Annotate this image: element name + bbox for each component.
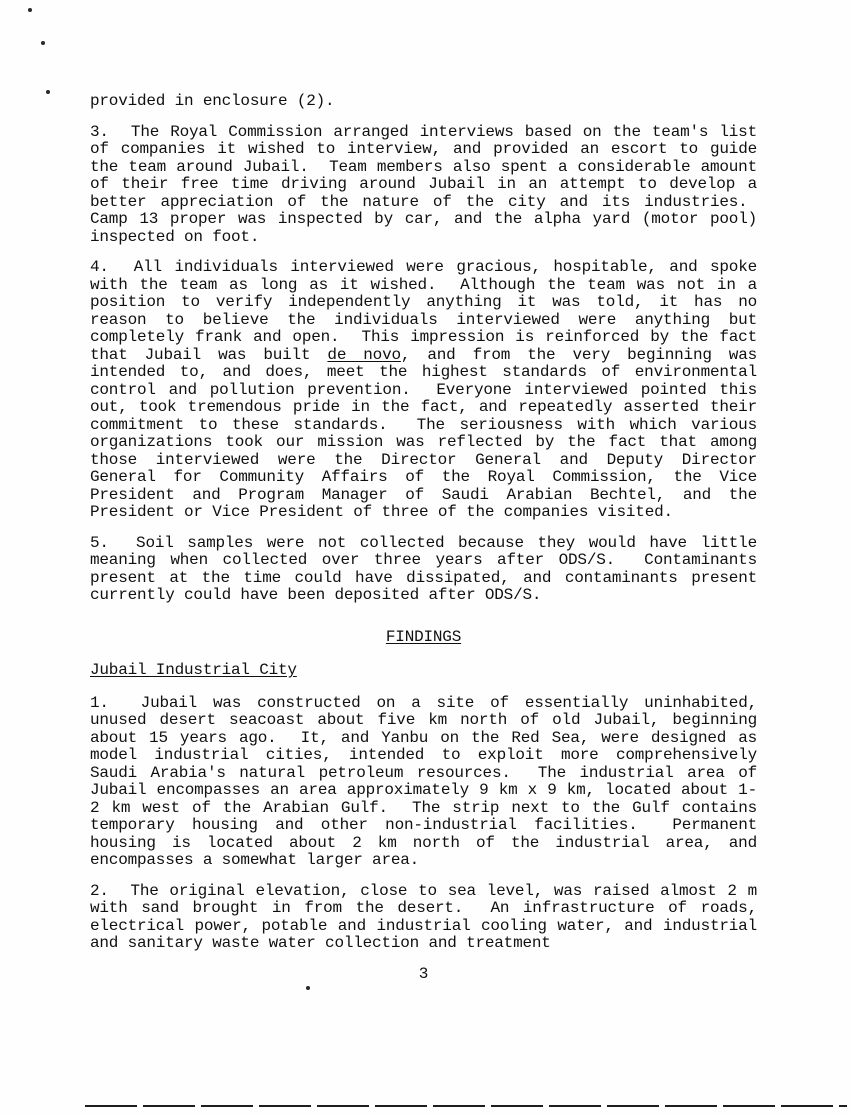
paragraph-4	[90, 259, 757, 522]
scan-artifact-dot	[306, 986, 310, 990]
section-heading-text: Jubail Industrial City	[90, 661, 297, 679]
paragraph-4-text: 4. All individuals interviewed were gracious, hospitable, and spoke with the team as long as it wished. Although the team was not in a position to verify independently anything it was told, it has no reason to believe the individuals interviewed were anything but completely frank and open. This impression is reinforced by the fact that Jubail was built	[90, 258, 757, 364]
scan-artifact-dot	[41, 41, 45, 45]
page-number: 3	[418, 964, 429, 983]
paragraph-4-underlined-phrase: de novo	[327, 345, 401, 364]
continuation-line: provided in enclosure (2).	[90, 92, 335, 110]
paragraph-3: 3. The Royal Commission arranged interviews based on the team's list of companies it wished to interview, and provided an escort to guide the team around Jubail. Team members also spent a considerable amount of their free time driving around Jubail in an attempt to develop a better appreciation of the nature of the city and its industries. Camp 13 proper was inspected by car, and the alpha yard (motor pool) inspected on foot.	[90, 122, 757, 246]
scan-artifact-bottom-line	[85, 1105, 847, 1107]
finding-paragraph-1: 1. Jubail was constructed on a site of essentially uninhabited, unused desert seacoast about five km north of old Jubail, beginning about 15 years ago. It, and Yanbu on the Red Sea, were designed as model industrial cities, intended to exploit more comprehensively Saudi Arabia's natural petroleum resources. The industrial area of Jubail encompasses an area approximately 9 km x 9 km, located about 1-2 km west of the Arabian Gulf. The strip next to the Gulf contains temporary housing and other non-industrial facilities. Permanent housing is located about 2 km north of the industrial area, and encompasses a somewhat larger area.	[90, 693, 757, 869]
paragraph-4-text: , and from the very beginning was intended to, and does, meet the highest standards of environmental control and pollution prevention. Everyone interviewed pointed this out, took tremendous pride in the fact, and repeatedly asserted their commitment to these standards. The seriousness with which various organizations took our mission was reflected by the fact that among those interviewed were the Director General and Deputy Director General for Community Affairs of the Royal Commission, the Vice President and Program Manager of Saudi Arabian Bechtel, and the President or Vice President of three of the companies visited.	[90, 345, 758, 521]
findings-heading	[90, 629, 757, 647]
page-content	[90, 93, 757, 983]
findings-heading-text: FINDINGS	[385, 627, 462, 646]
finding-paragraph-2: 2. The original elevation, close to sea level, was raised almost 2 m with sand brought in from the desert. An infrastructure of roads, electrical power, potable and industrial cooling water, and industrial and sanitary waste water collection and treatment	[90, 881, 757, 952]
scan-artifact-dot	[46, 90, 50, 94]
paragraph-5: 5. Soil samples were not collected because they would have little meaning when collected over three years after ODS/S. Contaminants present at the time could have dissipated, and contaminants present currently could have been deposited after ODS/S.	[90, 533, 757, 604]
section-heading	[90, 662, 757, 680]
scan-artifact-dot	[28, 8, 32, 12]
